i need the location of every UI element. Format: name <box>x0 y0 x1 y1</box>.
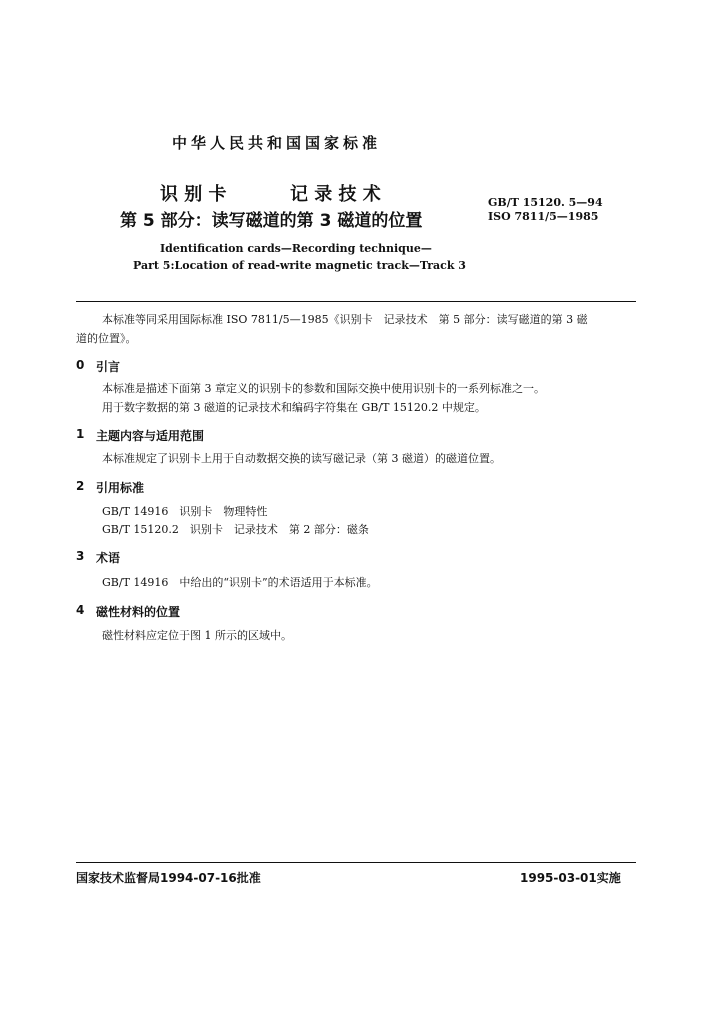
doc-title-part-a: 识 别 卡 <box>160 184 227 205</box>
section-4-line-1: 磁性材料应定位于图 1 所示的区域中。 <box>102 629 292 642</box>
section-1-line-1: 本标准规定了识别卡上用于自动数据交换的读写磁记录（第 3 磁道）的磁道位置。 <box>102 452 501 465</box>
doc-subtitle: 第 5 部分：读写磁道的第 3 磁道的位置 <box>120 211 423 231</box>
section-0-title: 引言 <box>96 360 121 374</box>
section-0-line-1: 本标准是描述下面第 3 章定义的识别卡的参数和国际交换中使用识别卡的一系列标准之一。 <box>102 382 545 395</box>
english-title-line1: Identification cards—Recording technique— <box>160 242 432 255</box>
national-standard-title: 中华人民共和国国家标准 <box>172 134 382 152</box>
section-3-title: 术语 <box>96 551 121 565</box>
section-2-line-2: GB/T 15120.2 识别卡 记录技术 第 2 部分：磁条 <box>102 523 369 536</box>
iso-number: ISO 7811/5—1985 <box>488 210 599 223</box>
intro-line-1: 本标准等同采用国际标准 ISO 7811/5—1985《识别卡 记录技术 第 5 部分：读写磁道的第 3 磁 <box>102 313 588 326</box>
footer-divider <box>76 862 636 863</box>
section-0-number: 0 <box>76 358 85 372</box>
section-2-title: 引用标准 <box>96 481 145 495</box>
standard-number: GB/T 15120. 5—94 <box>488 196 603 209</box>
effective-date: 1995-03-01实施 <box>520 871 621 885</box>
header-divider <box>76 301 636 302</box>
intro-line-2: 道的位置》。 <box>76 332 137 345</box>
approval-line: 国家技术监督局1994-07-16批准 <box>76 871 261 885</box>
section-2-number: 2 <box>76 479 85 493</box>
english-title-line2: Part 5:Location of read-write magnetic track—Track 3 <box>133 259 466 272</box>
section-0-line-2: 用于数字数据的第 3 磁道的记录技术和编码字符集在 GB/T 15120.2 中规定。 <box>102 401 486 414</box>
section-3-line-1: GB/T 14916 中给出的“识别卡”的术语适用于本标准。 <box>102 576 378 589</box>
section-3-number: 3 <box>76 549 85 563</box>
doc-title-part-b: 记 录 技 术 <box>290 184 381 205</box>
section-4-title: 磁性材料的位置 <box>96 605 181 619</box>
section-1-title: 主题内容与适用范围 <box>96 429 205 443</box>
section-1-number: 1 <box>76 427 85 441</box>
section-4-number: 4 <box>76 603 85 617</box>
section-2-line-1: GB/T 14916 识别卡 物理特性 <box>102 505 268 518</box>
